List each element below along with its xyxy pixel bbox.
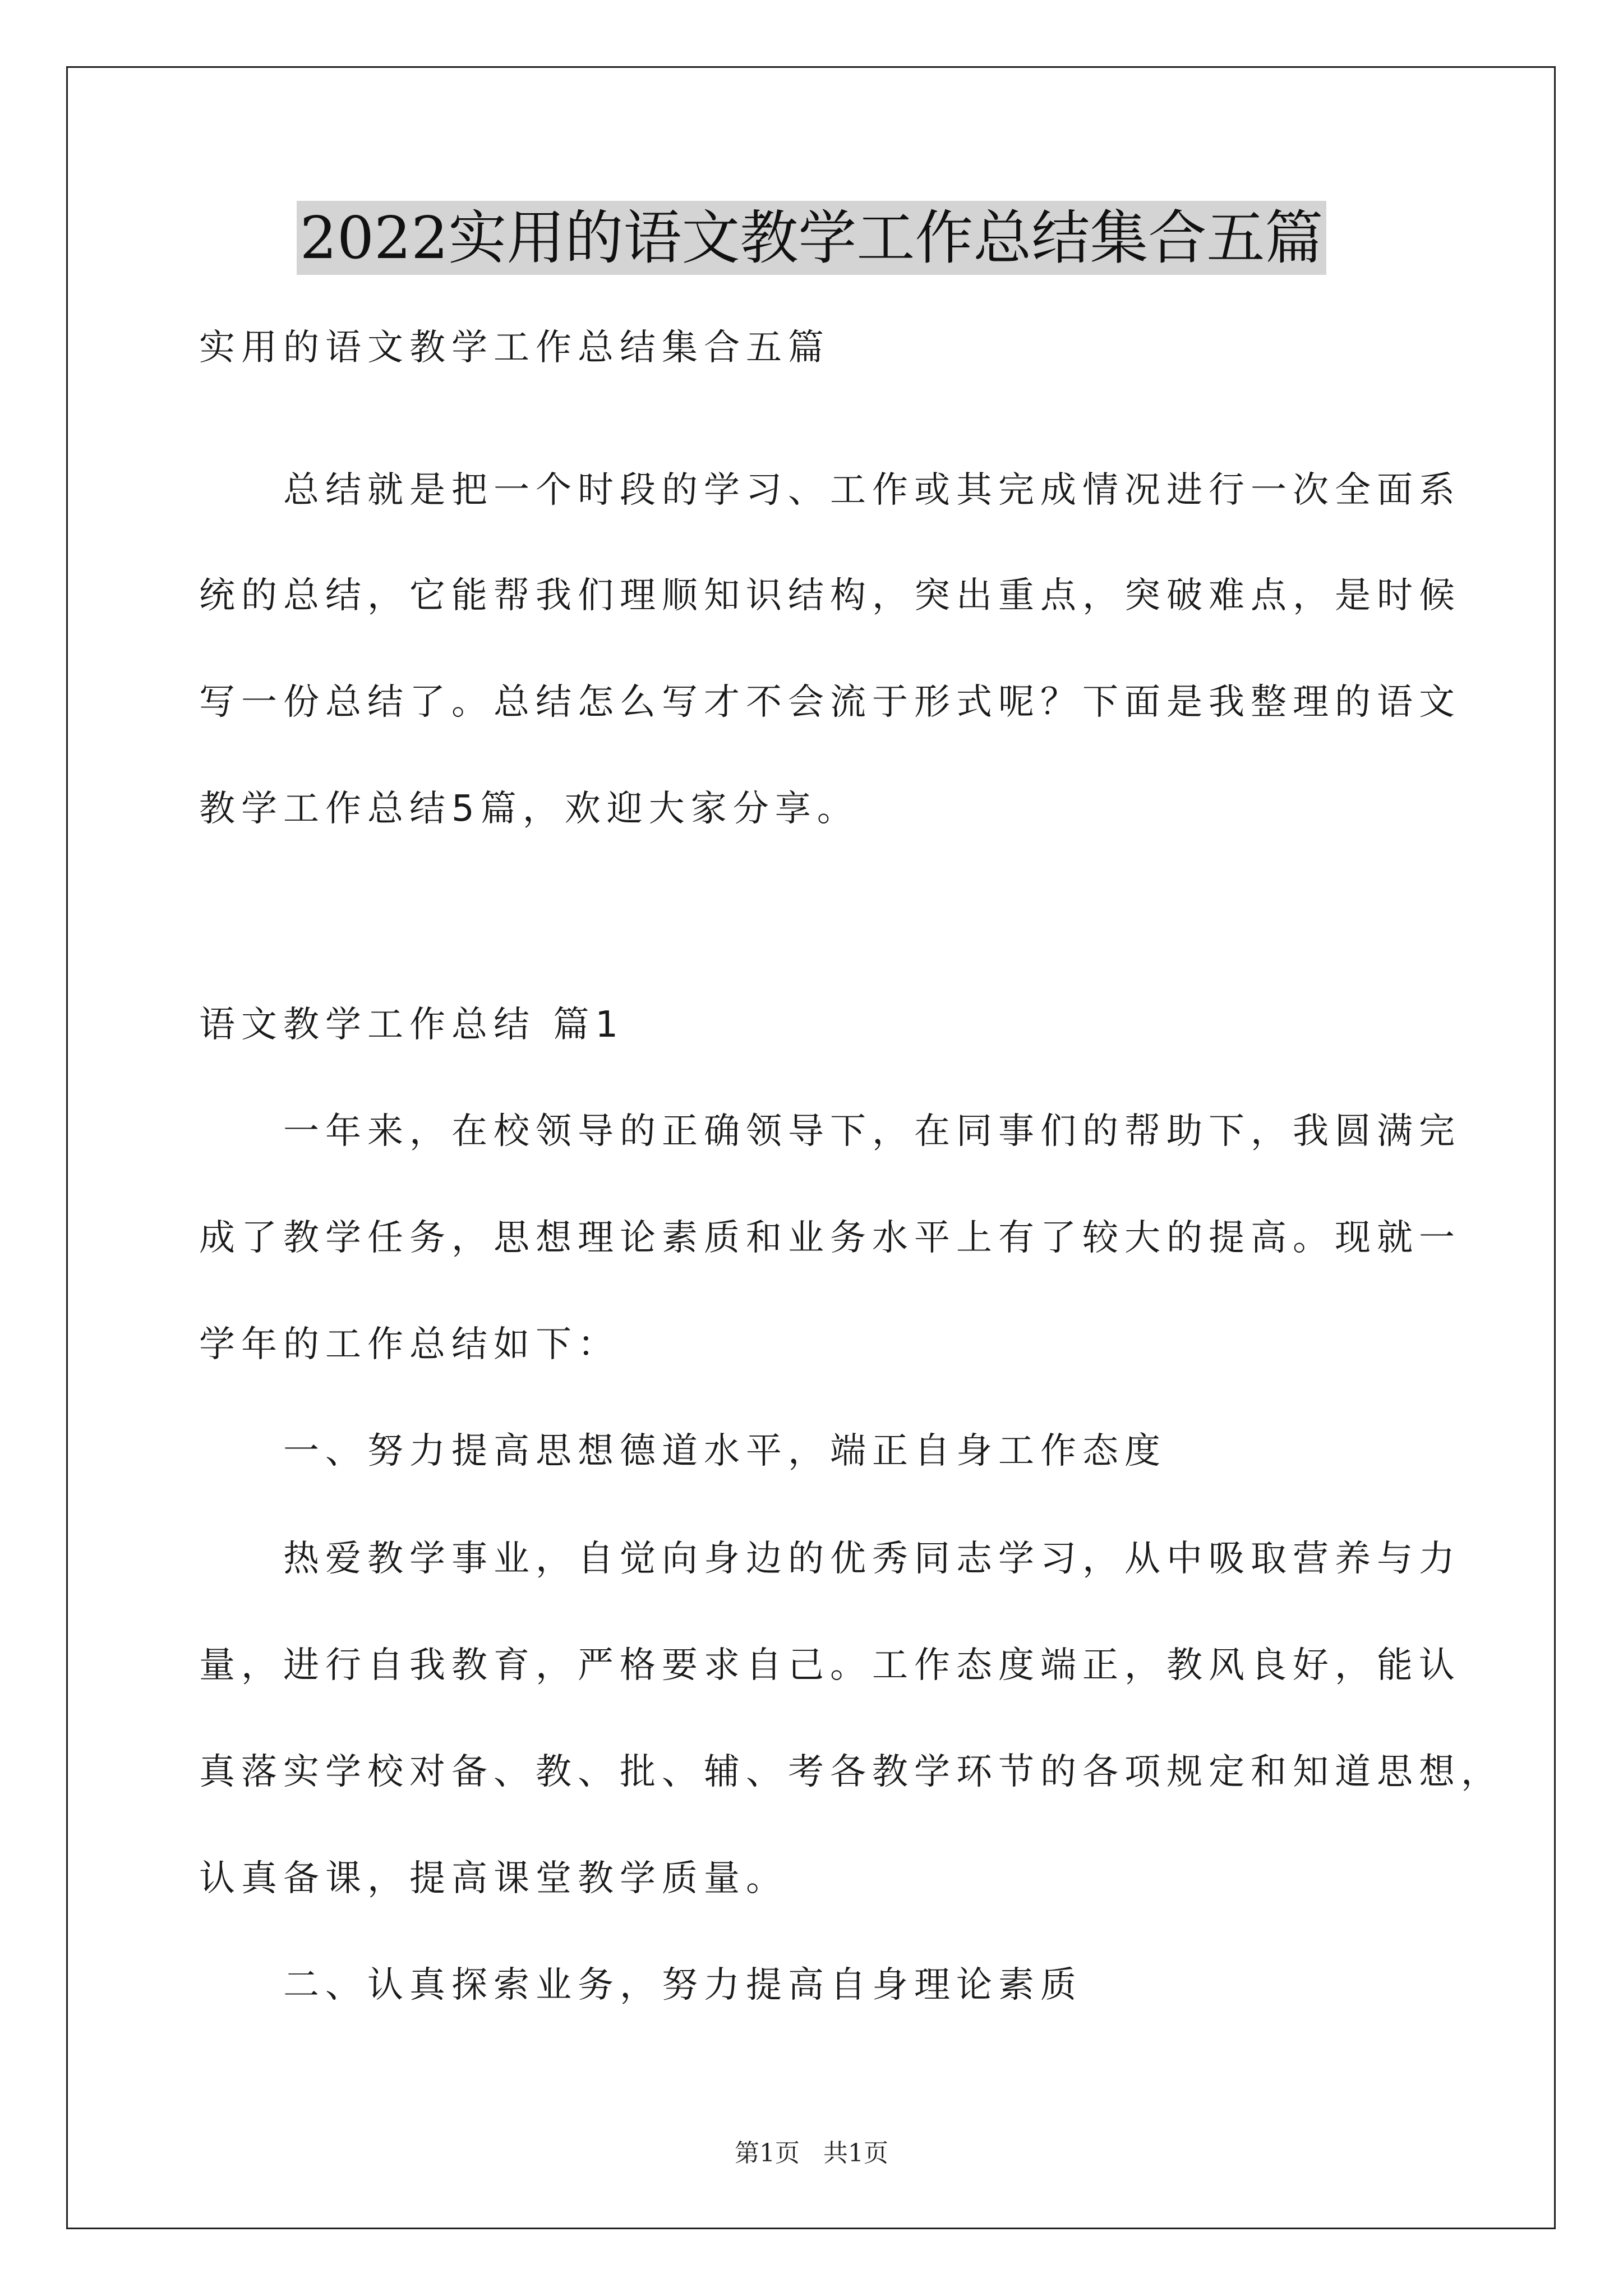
- page-footer: [0, 2133, 1623, 2169]
- subheading-2: 二、认真探索业务，努力提高自身理论素质: [283, 1964, 1082, 2006]
- intro-line: 教学工作总结5篇，欢迎大家分享。: [199, 788, 859, 830]
- paragraph-line: 认真备课，提高课堂教学质量。: [199, 1858, 788, 1899]
- intro-line: 写一份总结了。总结怎么写才不会流于形式呢？下面是我整理的语文: [199, 682, 1461, 723]
- paragraph-line: 真落实学校对备、教、批、辅、考各教学环节的各项规定和知道思想，: [199, 1751, 1503, 1793]
- document-title: 2022实用的语文教学工作总结集合五篇: [297, 201, 1327, 275]
- subheading-1: 一、努力提高思想德道水平，端正自身工作态度: [283, 1430, 1166, 1472]
- page-total: 共1页: [823, 2139, 888, 2168]
- paragraph-line: 一年来，在校领导的正确领导下，在同事们的帮助下，我圆满完: [283, 1111, 1461, 1152]
- document-subtitle: 实用的语文教学工作总结集合五篇: [199, 327, 830, 369]
- paragraph-line: 成了教学任务，思想理论素质和业务水平上有了较大的提高。现就一: [199, 1217, 1461, 1259]
- intro-line: 总结就是把一个时段的学习、工作或其完成情况进行一次全面系: [283, 470, 1461, 511]
- page-number: 第1页: [735, 2139, 800, 2168]
- paragraph-line: 热爱教学事业，自觉向身边的优秀同志学习，从中吸取营养与力: [283, 1538, 1461, 1580]
- paragraph-line: 量，进行自我教育，严格要求自己。工作态度端正，教风良好，能认: [199, 1645, 1461, 1686]
- title-container: [0, 201, 1623, 275]
- section-heading: 语文教学工作总结 篇1: [199, 1004, 625, 1046]
- paragraph-line: 学年的工作总结如下：: [199, 1324, 620, 1365]
- intro-line: 统的总结，它能帮我们理顺知识结构，突出重点，突破难点，是时候: [199, 575, 1461, 616]
